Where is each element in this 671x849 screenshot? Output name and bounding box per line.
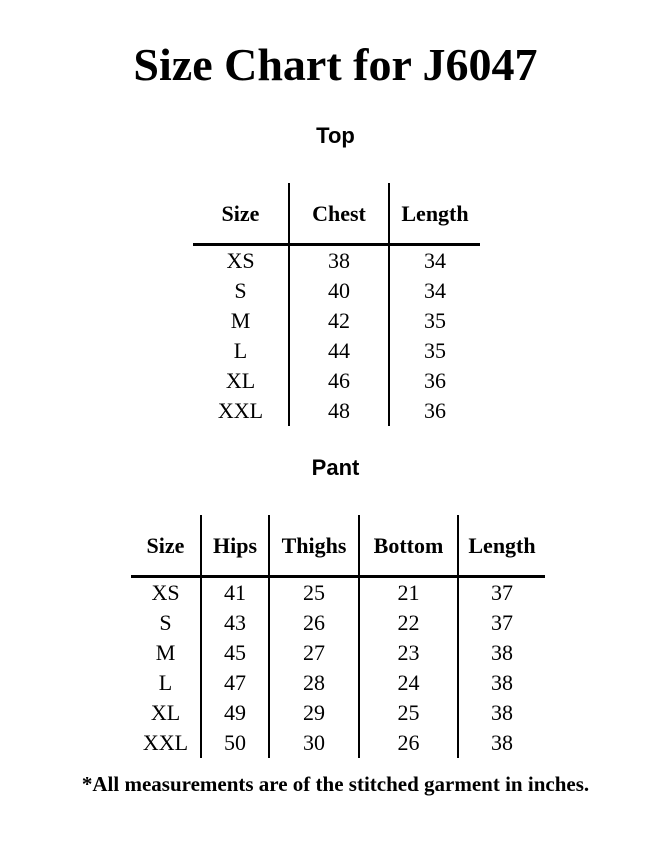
table-cell: 26 [269, 608, 359, 638]
table-cell: 28 [269, 668, 359, 698]
table-cell: XS [131, 577, 201, 609]
table-cell: M [131, 638, 201, 668]
table-cell: 43 [201, 608, 269, 638]
table-cell: 41 [201, 577, 269, 609]
table-cell: 36 [424, 368, 446, 393]
table-cell: 35 [424, 308, 446, 333]
column-header-length: Length [389, 183, 480, 245]
table-cell: S [193, 276, 289, 306]
table-row [193, 276, 480, 306]
table-row [193, 245, 480, 277]
table-row [131, 638, 545, 668]
table-cell: 40 [289, 276, 389, 306]
table-cell: 29 [269, 698, 359, 728]
table-header-row [193, 183, 480, 245]
table-cell: 47 [201, 668, 269, 698]
column-header-chest: Chest [289, 183, 389, 245]
table-cell: 23 [359, 638, 458, 668]
table-cell: XXL [193, 396, 289, 426]
table-cell: 50 [201, 728, 269, 758]
table-cell: 37 [491, 610, 513, 635]
table-cell: M [193, 306, 289, 336]
measurement-footnote: *All measurements are of the stitched garment in inches. [81, 772, 590, 796]
table-cell: 22 [359, 608, 458, 638]
column-header-hips: Hips [201, 515, 269, 577]
pant-section-title: Pant [311, 455, 360, 480]
page-title: Size Chart for J6047 [133, 39, 538, 90]
table-cell: 38 [491, 640, 513, 665]
table-row [131, 608, 545, 638]
table-cell: 45 [201, 638, 269, 668]
column-header-size: Size [193, 183, 289, 245]
table-cell: XXL [131, 728, 201, 758]
table-cell: 34 [424, 278, 446, 303]
table-cell: 44 [289, 336, 389, 366]
table-cell: 38 [491, 700, 513, 725]
table-cell: 38 [289, 245, 389, 277]
table-row [131, 668, 545, 698]
table-cell: 37 [491, 580, 513, 605]
table-cell: 36 [424, 398, 446, 423]
table-cell: 38 [491, 730, 513, 755]
table-cell: 49 [201, 698, 269, 728]
table-row [193, 396, 480, 426]
table-row [193, 336, 480, 366]
table-cell: 48 [289, 396, 389, 426]
top-size-table [193, 183, 480, 426]
table-cell: XS [193, 245, 289, 277]
table-cell: 30 [269, 728, 359, 758]
table-row [131, 698, 545, 728]
table-cell: 21 [359, 577, 458, 609]
table-cell: 38 [491, 670, 513, 695]
table-cell: 46 [289, 366, 389, 396]
table-row [193, 306, 480, 336]
column-header-size: Size [131, 515, 201, 577]
pant-size-table [131, 515, 545, 758]
table-cell: 34 [424, 248, 446, 273]
table-cell: L [193, 336, 289, 366]
column-header-bottom: Bottom [359, 515, 458, 577]
table-cell: 24 [359, 668, 458, 698]
table-cell: XL [131, 698, 201, 728]
table-header-row [131, 515, 545, 577]
table-cell: L [131, 668, 201, 698]
table-row [131, 577, 545, 609]
table-cell: 35 [424, 338, 446, 363]
table-cell: 27 [269, 638, 359, 668]
table-cell: 25 [269, 577, 359, 609]
table-row [193, 366, 480, 396]
column-header-length: Length [458, 515, 545, 577]
table-cell: S [131, 608, 201, 638]
column-header-thighs: Thighs [269, 515, 359, 577]
table-cell: XL [193, 366, 289, 396]
table-row [131, 728, 545, 758]
table-cell: 25 [359, 698, 458, 728]
top-section-title: Top [316, 123, 355, 148]
table-cell: 42 [289, 306, 389, 336]
table-cell: 26 [359, 728, 458, 758]
